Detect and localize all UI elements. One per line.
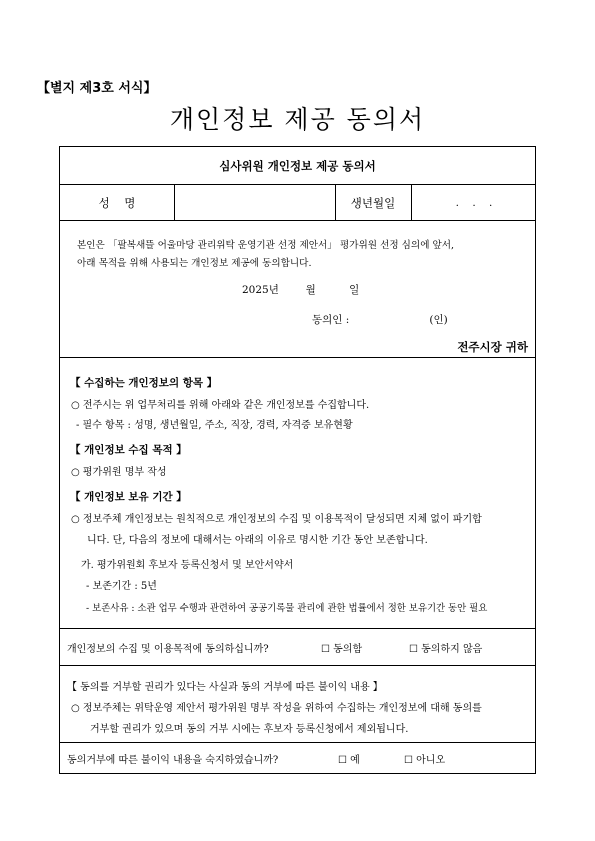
divider <box>174 184 175 220</box>
section-title: 【 동의를 거부할 권리가 있다는 사실과 동의 거부에 따른 불이익 내용 】 <box>67 682 383 693</box>
birth-field[interactable]: . . . <box>455 197 493 209</box>
divider <box>60 742 535 743</box>
section-title: 【 수집하는 개인정보의 항목 】 <box>70 377 218 389</box>
body-line: ○ 평가위원 명부 작성 <box>71 467 167 478</box>
body-line: ○ 전주시는 위 업무처리를 위해 아래와 같은 개인정보를 수집합니다. <box>71 400 370 411</box>
body-line: - 보존사유 : 소관 업무 수행과 관련하여 공공기록물 관리에 관한 법률에서 정한 보유기간 동안 필요 <box>86 603 488 614</box>
divider <box>60 357 535 358</box>
consent-form <box>59 146 536 774</box>
body-line: - 필수 항목 : 성명, 생년월일, 주소, 직장, 경력, 자격증 보유현황 <box>76 420 353 431</box>
body-line: 거부할 권리가 있으며 동의 거부 시에는 후보자 등록신청에서 제외됩니다. <box>90 724 409 735</box>
divider <box>60 184 535 185</box>
body-line: 가. 평가위원회 후보자 등록신청서 및 보안서약서 <box>81 560 294 571</box>
consent-person: 동의인 : (인) <box>312 314 448 326</box>
no-checkbox[interactable]: ☐ 아니오 <box>404 755 446 766</box>
body-line: ○ 정보주체 개인정보는 원칙적으로 개인정보의 수집 및 이용목적이 달성되면 지체 없이 파기합 <box>71 514 482 525</box>
section-title: 【 개인정보 수집 목적 】 <box>70 444 187 456</box>
body-line: ○ 정보주체는 위탁운영 제안서 평가위원 명부 작성을 위하여 수집하는 개인정보에 대해 동의를 <box>71 703 482 714</box>
consent-question: 개인정보의 수집 및 이용목적에 동의하십니까? <box>67 644 269 655</box>
intro-line: 본인은 「팔복새뜰 어울마당 관리위탁 운영기관 선정 제안서」 평가위원 선정 심의에 앞서, <box>77 240 455 251</box>
disagree-checkbox[interactable]: ☐ 동의하지 않음 <box>409 644 483 655</box>
name-label: 성 명 <box>98 196 136 210</box>
form-label: 【별지 제3호 서식】 <box>37 81 157 96</box>
section-title: 【 개인정보 보유 기간 】 <box>70 491 187 503</box>
page-title: 개인정보 제공 동의서 <box>169 105 426 134</box>
divider <box>60 665 535 666</box>
consent-question: 동의거부에 따른 불이익 내용을 숙지하였습니까? <box>67 755 279 766</box>
recipient: 전주시장 귀하 <box>457 340 528 354</box>
date-line: 2025년 월 일 <box>242 284 360 296</box>
yes-checkbox[interactable]: ☐ 예 <box>338 755 360 766</box>
agree-checkbox[interactable]: ☐ 동의함 <box>321 644 363 655</box>
body-line: 니다. 단, 다음의 정보에 대해서는 아래의 이유로 명시한 기간 동안 보존합니다. <box>87 535 428 546</box>
birth-label: 생년월일 <box>350 196 396 210</box>
divider <box>60 220 535 221</box>
intro-line: 아래 목적을 위해 사용되는 개인정보 제공에 동의합니다. <box>77 258 312 269</box>
divider <box>60 628 535 629</box>
form-header: 심사위원 개인정보 제공 동의서 <box>219 159 376 173</box>
body-line: - 보존기간 : 5년 <box>86 581 157 592</box>
